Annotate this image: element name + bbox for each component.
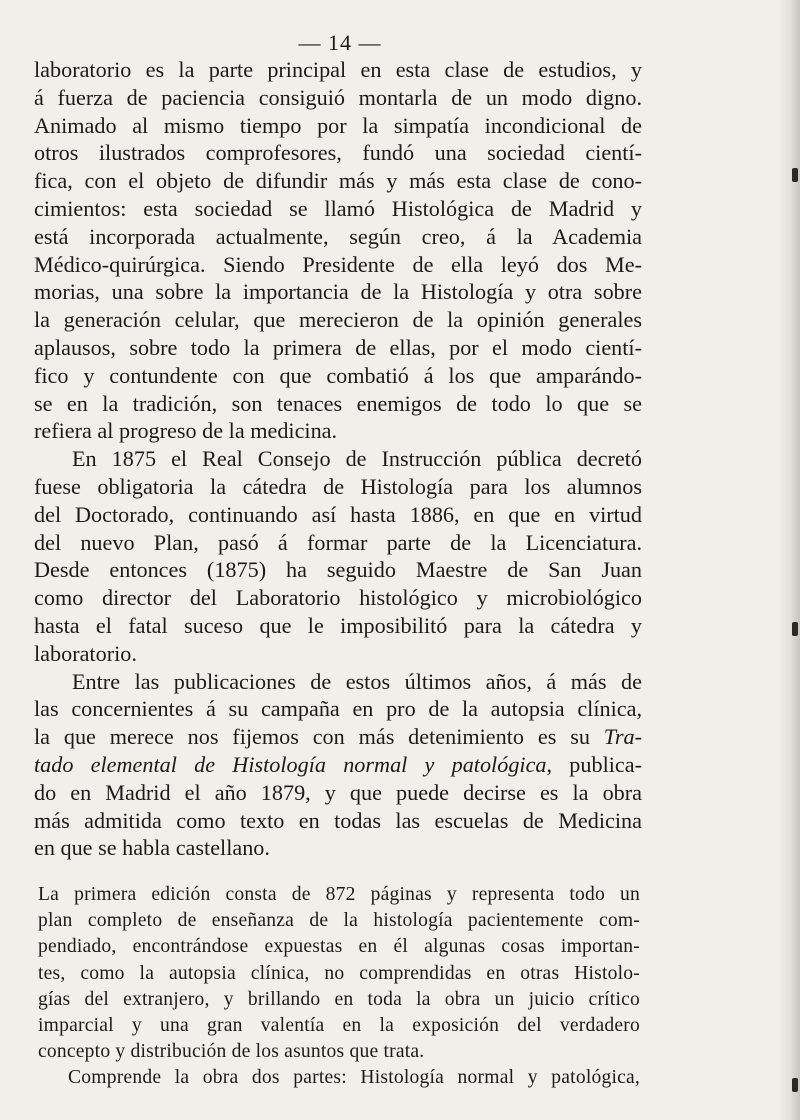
note-line: plan completo de enseñanza de la histología pacientemente com-	[38, 910, 640, 932]
text-line	[34, 751, 642, 779]
text-line: fuese obligatoria la cátedra de Histología para los alumnos	[34, 473, 642, 499]
text-line: otros ilustrados comprofesores, fundó una sociedad cientí-	[34, 140, 642, 166]
note-line: La primera edición consta de 872 páginas y representa todo un	[38, 884, 640, 905]
text-line	[34, 723, 642, 751]
text-line: está incorporada actualmente, según creo, á la Academia	[34, 223, 642, 249]
note-line: gías del extranjero, y brillando en toda la obra un juicio crítico	[38, 988, 640, 1010]
main-text-block	[34, 56, 642, 862]
text-line: laboratorio es la parte principal en esta clase de estudios, y	[34, 57, 642, 82]
text-line: hasta el fatal suceso que le imposibilitó para la cátedra y	[34, 612, 642, 638]
text-line: do en Madrid el año 1879, y que puede decirse es la obra	[34, 779, 642, 805]
text-line: más admitida como texto en todas las escuelas de Medicina	[34, 807, 642, 833]
text-line: se en la tradición, son tenaces enemigos de todo lo que se	[34, 390, 642, 416]
text-line: Médico-quirúrgica. Siendo Presidente de ella leyó dos Me-	[34, 251, 642, 277]
text-line: fico y contundente con que combatió á los que amparándo-	[34, 362, 642, 388]
text-run: , publica-	[546, 751, 642, 777]
text-line: morias, una sobre la importancia de la Histología y otra sobre	[34, 279, 642, 305]
text-line: Entre las publicaciones de estos últimos años, á más de	[72, 668, 642, 694]
note-line: pendiado, encontrándose expuestas en él algunas cosas importan-	[38, 936, 640, 958]
text-line: cimientos: esta sociedad se llamó Histológica de Madrid y	[34, 195, 642, 221]
edge-ink-mark	[792, 622, 798, 636]
note-line: imparcial y una gran valentía en la exposición del verdadero	[38, 1015, 640, 1037]
page-number: — 14 —	[298, 30, 382, 55]
text-line: aplausos, sobre todo la primera de ellas, por el modo cientí-	[34, 334, 642, 360]
text-line: Animado al mismo tiempo por la simpatía incondicional de	[34, 112, 642, 138]
text-run: la que merece nos fijemos con más detenimiento es su	[34, 724, 604, 750]
text-line: á fuerza de paciencia consiguió montarla de un modo digno.	[34, 84, 642, 110]
edge-ink-mark	[792, 168, 798, 182]
text-line: En 1875 el Real Consejo de Instrucción pública decretó	[72, 446, 642, 472]
edge-ink-mark	[792, 1078, 798, 1092]
secondary-text-block	[38, 882, 640, 1092]
text-line: del nuevo Plan, pasó á formar parte de la Licenciatura.	[34, 529, 642, 555]
note-line: Comprende la obra dos partes: Histología normal y patológica,	[68, 1067, 640, 1089]
book-title-part: tado elemental de Histología normal y patológica	[34, 751, 547, 777]
text-line: en que se habla castellano.	[34, 835, 270, 861]
book-title-part: Tra-	[603, 724, 642, 750]
note-line: tes, como la autopsia clínica, no comprendidas en otras Histolo-	[38, 962, 640, 984]
text-line: la generación celular, que merecieron de la opinión generales	[34, 307, 642, 333]
text-line: las concernientes á su campaña en pro de la autopsia clínica,	[34, 696, 642, 722]
note-line: concepto y distribución de los asuntos que trata.	[38, 1041, 425, 1063]
text-line: fica, con el objeto de difundir más y más esta clase de cono-	[34, 168, 642, 194]
text-line: Desde entonces (1875) ha seguido Maestre de San Juan	[34, 557, 642, 583]
text-line: del Doctorado, continuando así hasta 1886, en que en virtud	[34, 501, 642, 527]
text-line: refiera al progreso de la medicina.	[34, 418, 338, 444]
text-line: como director del Laboratorio histológico y microbiológico	[34, 585, 642, 611]
text-line: laboratorio.	[34, 640, 137, 666]
